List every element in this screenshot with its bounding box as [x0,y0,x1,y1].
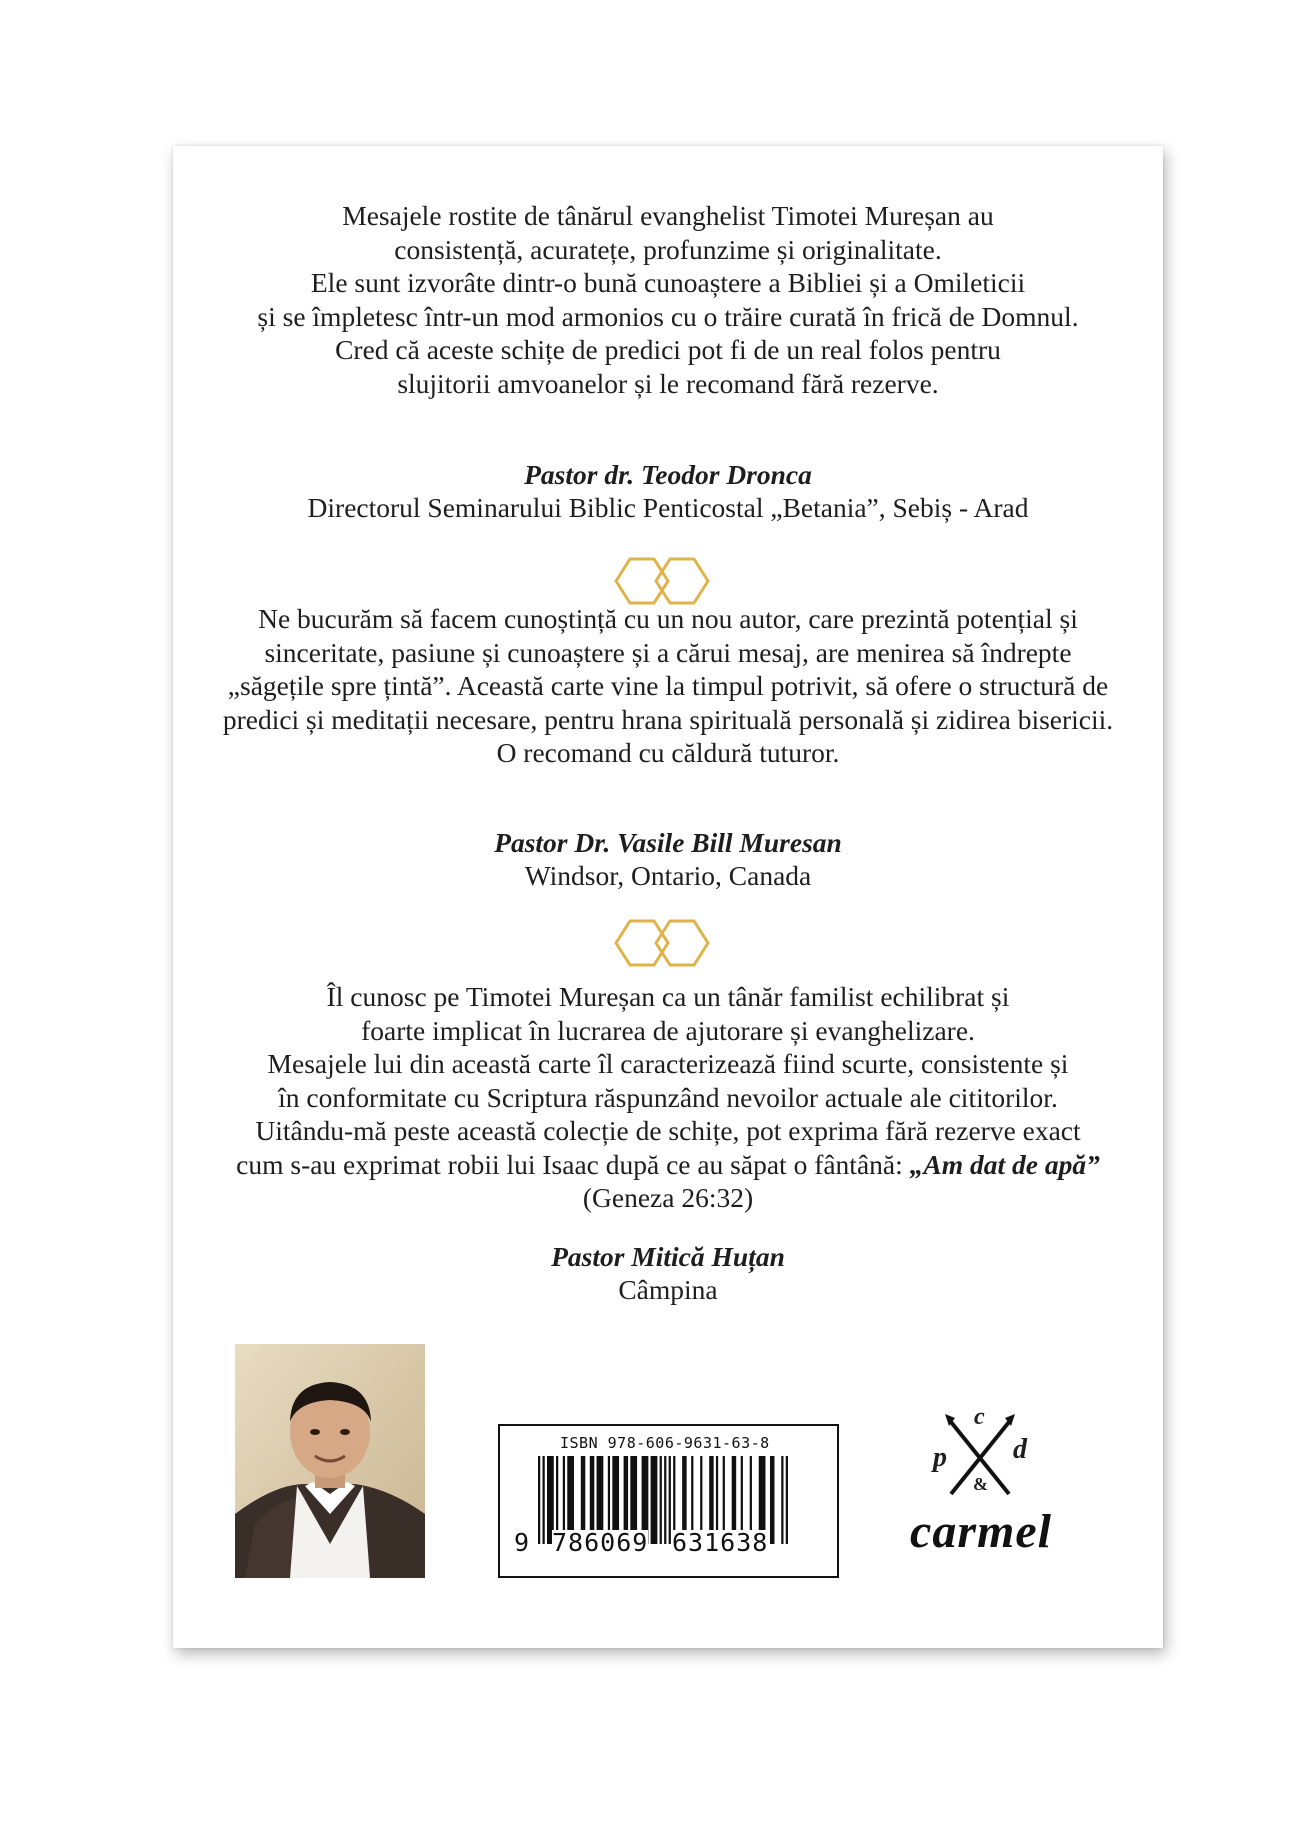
barcode-bar [538,1456,540,1544]
endorsement-line: Ne bucurăm să facem cunoștință cu un nou autor, care prezintă potențial și [258,603,1078,634]
endorsement-line: sinceritate, pasiune și cunoaștere și a cărui mesaj, are menirea să îndrepte [264,636,1072,668]
ean-right-digits: 631638 [672,1528,769,1557]
ean-first-digit: 9 [514,1528,530,1557]
monogram-d: d [1013,1434,1027,1465]
barcode-bar [781,1456,783,1544]
endorsement-2-text [173,602,1163,770]
author-portrait-photo [235,1344,425,1578]
barcode-bar [543,1456,545,1544]
monogram-c: c [974,1404,985,1430]
endorsement-line: Îl cunosc pe Timotei Mureșan ca un tânăr familist echilibrat și [326,981,1010,1012]
endorsement-line: consistență, acuratețe, profunzime și originalitate. [394,233,942,265]
publisher-name: carmel [910,1505,1052,1558]
back-cover [173,146,1163,1648]
barcode-bar [786,1456,788,1544]
monogram-ampersand: & [973,1474,988,1494]
hexagon-pair-icon [608,553,730,609]
endorsement-3-affiliation: Câmpina [618,1274,718,1305]
endorsement-1-author: Pastor dr. Teodor Dronca [524,459,812,490]
author-portrait-illustration [235,1344,425,1578]
quote-text: „Am dat de apă” [909,1148,1100,1180]
endorsement-line: și se împletesc într-un mod armonios cu o trăire curată în frică de Domnul. [257,300,1079,332]
ean-left-digits: 786069 [552,1528,649,1557]
endorsement-line: Uitându-mă peste această colecție de schițe, pot exprima fără rezerve exact [255,1115,1081,1146]
endorsement-line-text: cum s-au exprimat robii lui Isaac după ce au săpat o fântână: [236,1148,910,1180]
barcode-bar [651,1456,658,1544]
publisher-logo [891,1404,1091,1578]
crossed-quills-icon [891,1408,1091,1508]
endorsement-line: Mesajele rostite de tânărul evanghelist Timotei Mureșan au [342,200,994,231]
isbn-barcode [498,1424,839,1578]
endorsement-1-affiliation: Directorul Seminarului Biblic Penticostal „Betania”, Sebiș - Arad [307,492,1029,523]
endorsement-3-author: Pastor Mitică Huțan [551,1241,785,1272]
barcode-bar [669,1456,671,1544]
isbn-label: ISBN 978-606-9631-63-8 [560,1434,770,1452]
endorsement-1-text [173,199,1163,400]
endorsement-line: O recomand cu căldură tuturor. [496,737,840,768]
endorsement-line: Cred că aceste schițe de predici pot fi de un real folos pentru [335,334,1001,365]
endorsement-2-author: Pastor Dr. Vasile Bill Muresan [494,827,842,858]
monogram-p: p [933,1442,947,1473]
endorsement-2-affiliation: Windsor, Ontario, Canada [524,860,812,891]
endorsement-line [173,1148,1163,1182]
barcode-bar [770,1456,775,1544]
endorsement-3-text [173,980,1163,1215]
endorsement-line: Mesajele lui din această carte îl caracterizează fiind scurte, consistente și [267,1048,1069,1079]
barcode-bar [664,1456,666,1544]
endorsement-line: Ele sunt izvorâte dintr-o bună cunoaștere a Bibliei și a Omileticii [310,267,1026,298]
hexagon-pair-icon [608,915,730,971]
endorsement-line: foarte implicat în lucrarea de ajutorare și evanghelizare. [361,1014,975,1046]
endorsement-line: în conformitate cu Scriptura răspunzând nevoilor actuale ale cititorilor. [278,1081,1058,1113]
barcode-bar [660,1456,662,1544]
endorsement-line: predici și meditații necesare, pentru hrana spirituală personală și zidirea bisericii. [222,703,1114,735]
endorsement-line: „săgețile spre țintă”. Această carte vine la timpul potrivit, să ofere o structură de [227,670,1109,701]
endorsement-line: (Geneza 26:32) [582,1182,754,1213]
endorsement-line: slujitorii amvoanelor și le recomand fără rezerve. [397,367,939,399]
